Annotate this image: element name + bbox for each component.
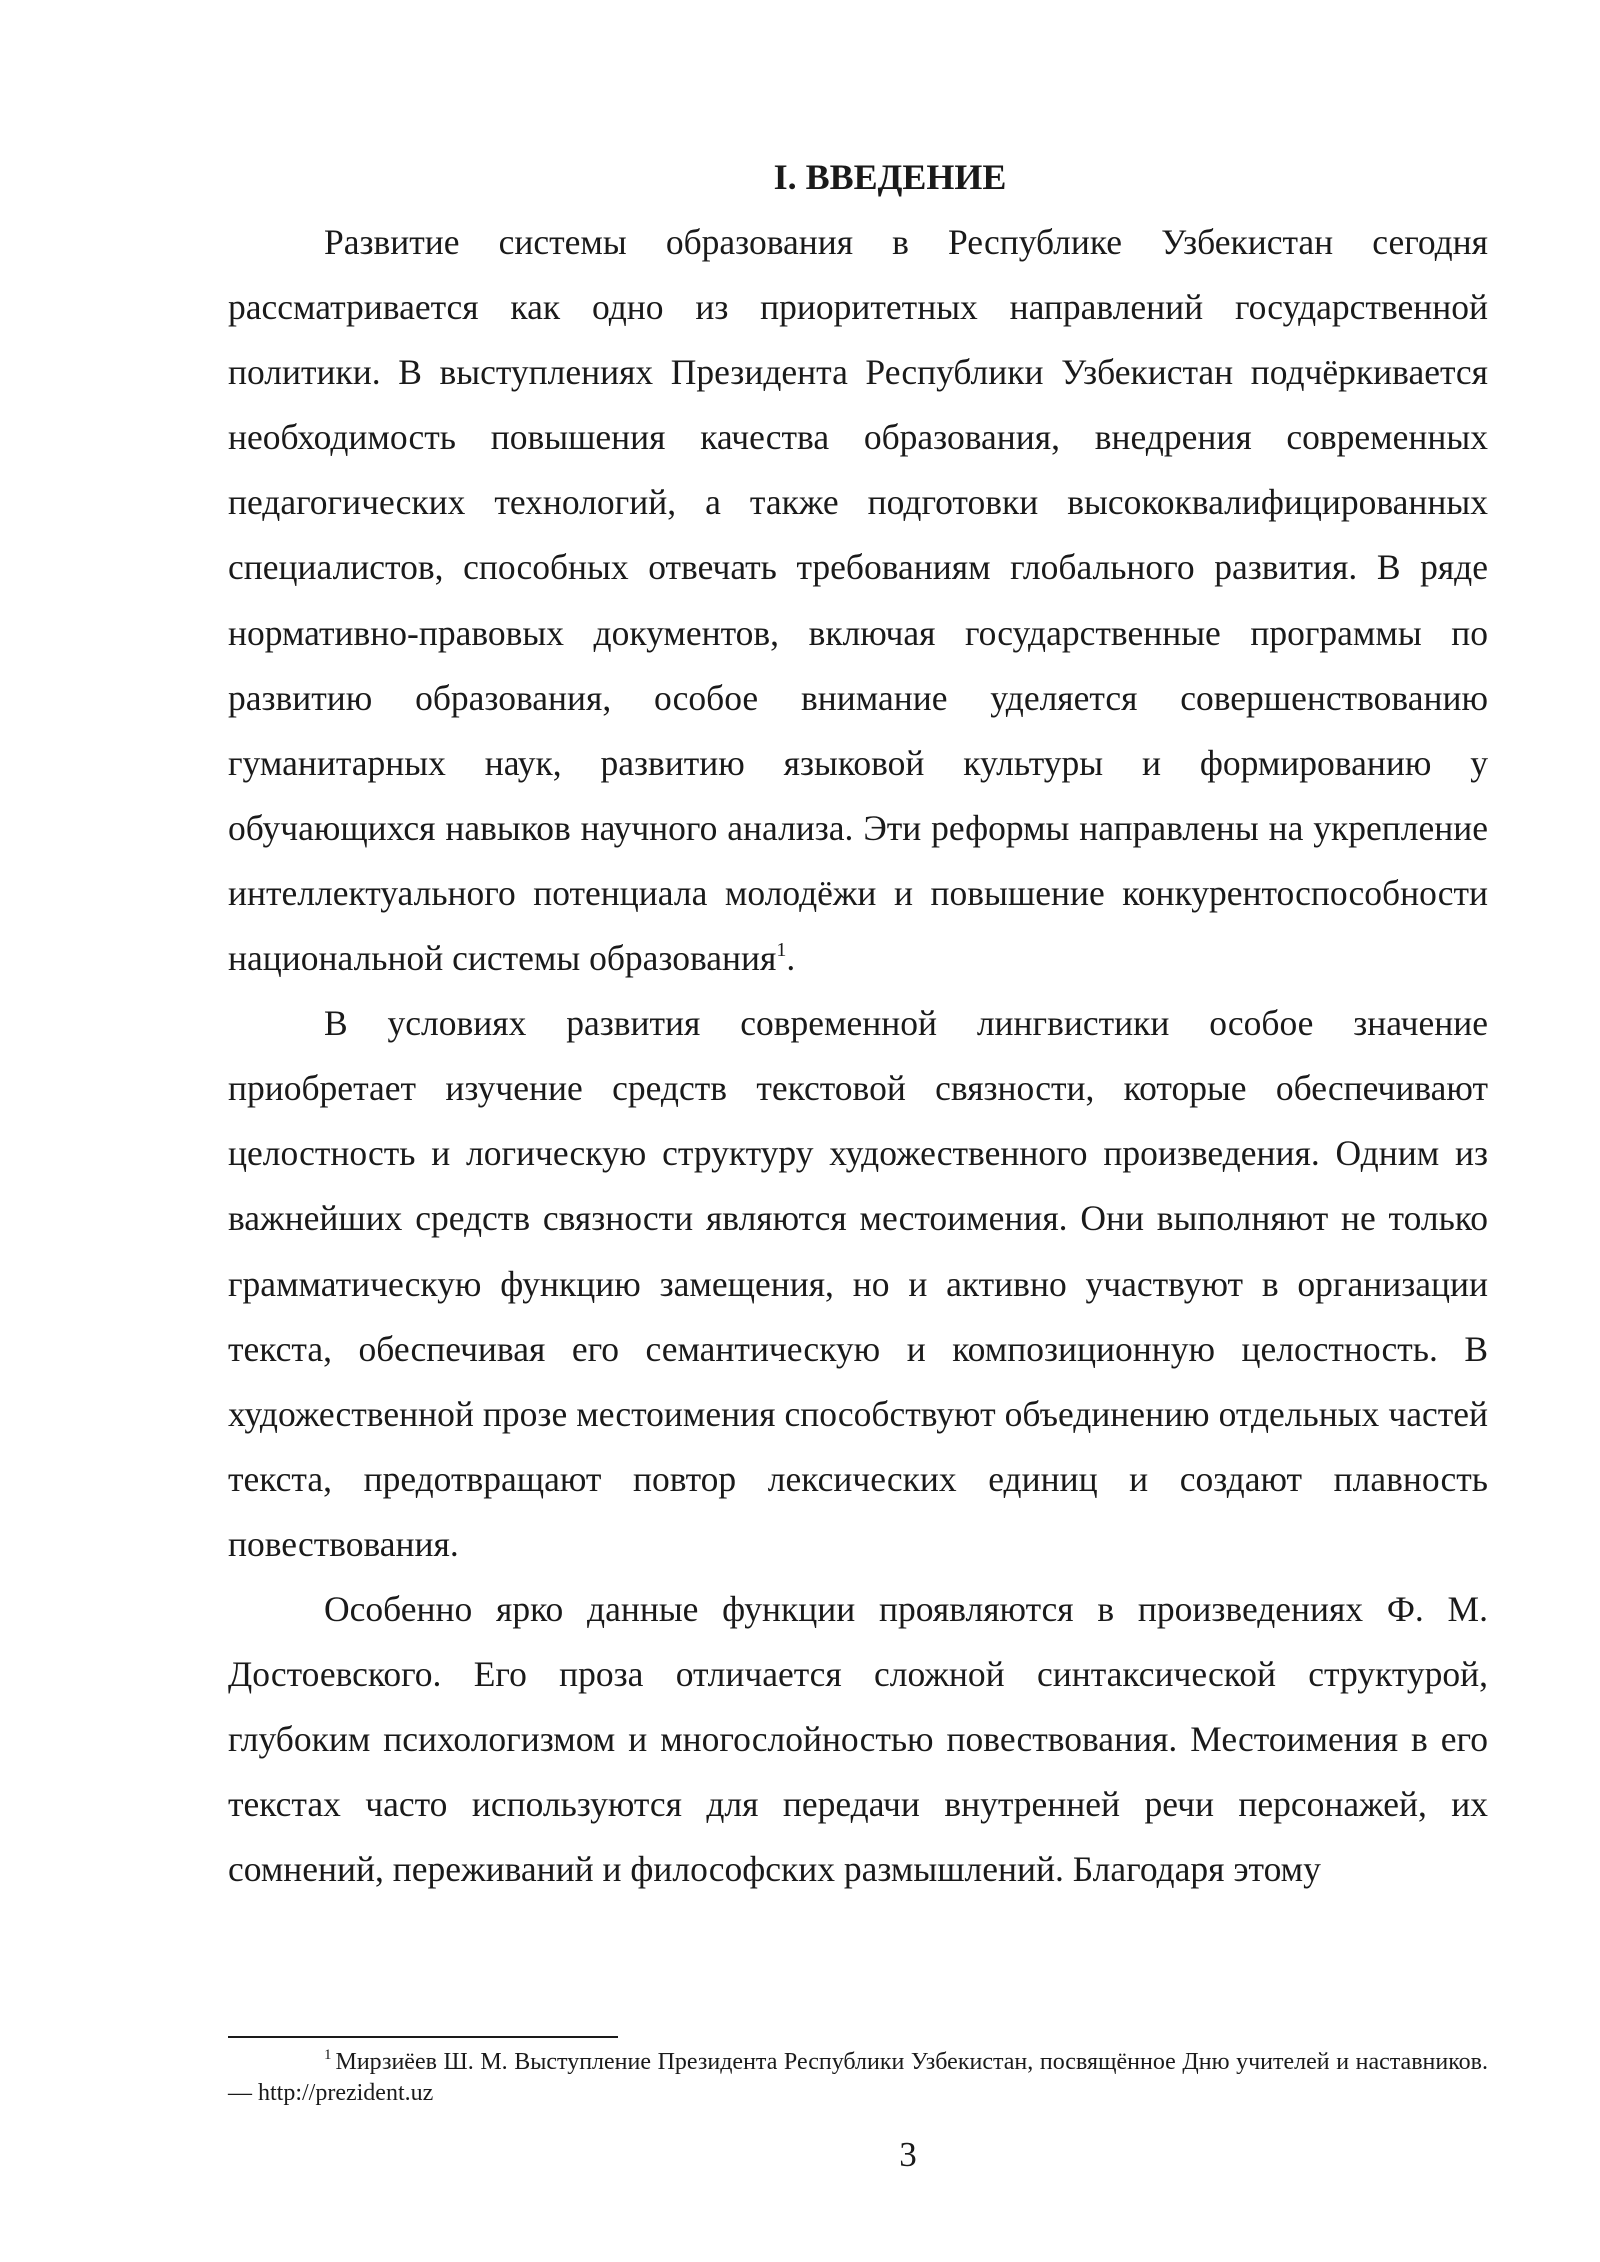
page-number: 3 — [899, 2135, 917, 2174]
body-text — [228, 210, 1488, 1902]
paragraph-1-text: Развитие системы образования в Республике Узбекистан сегодня рассматривается как одно из приоритетных направлений государственной политики. В выступлениях Президента Республики Узбекистан подчёркивается необходимость повышения качества образования, внедрения современных педагогических технологий, а также подготовки высококвалифицированных специалистов, способных отвечать требованиям глобального развития. В ряде нормативно-правовых документов, включая государственные программы по развитию образования, особое внимание уделяется совершенствованию гуманитарных наук, развитию языковой культуры и формированию у обучающихся навыков научного анализа. Эти реформы направлены на укрепление интеллектуального потенциала молодёжи и повышение конкурентоспособности национальной системы образования — [228, 222, 1488, 979]
footnote-reference[interactable]: 1 — [776, 939, 787, 962]
footnote-number: 1 — [324, 2047, 332, 2063]
paragraph-1 — [228, 210, 1488, 991]
paragraph-1-tail: . — [786, 938, 796, 979]
section-heading: I. ВВЕДЕНИЕ — [773, 157, 1007, 197]
paragraph-2: В условиях развития современной лингвистики особое значение приобретает изучение средств текстовой связности, которые обеспечивают целостность и логическую структуру художественного произведения. Одним из важнейших средств связности являются местоимения. Они выполняют не только грамматическую функцию замещения, но и активно участвуют в организации текста, обеспечивая его семантическую и композиционную целостность. В художественной прозе местоимения способствуют объединению отдельных частей текста, предотвращают повтор лексических единиц и создают плавность повествования. — [228, 1003, 1488, 1564]
paragraph-3: Особенно ярко данные функции проявляются в произведениях Ф. М. Достоевского. Его проза отличается сложной синтаксической структурой, глубоким психологизмом и многослойностью повествования. Местоимения в его текстах часто используются для передачи внутренней речи персонажей, их сомнений, переживаний и философских размышлений. Благодаря этому — [228, 1588, 1488, 1890]
footnote — [228, 2047, 1488, 2109]
footnote-text: Мирзиёев Ш. М. Выступление Президента Республики Узбекистан, посвящённое Дню учителей и наставников. — http://prezident.uz — [228, 2049, 1488, 2106]
footnote-separator — [228, 2036, 618, 2038]
